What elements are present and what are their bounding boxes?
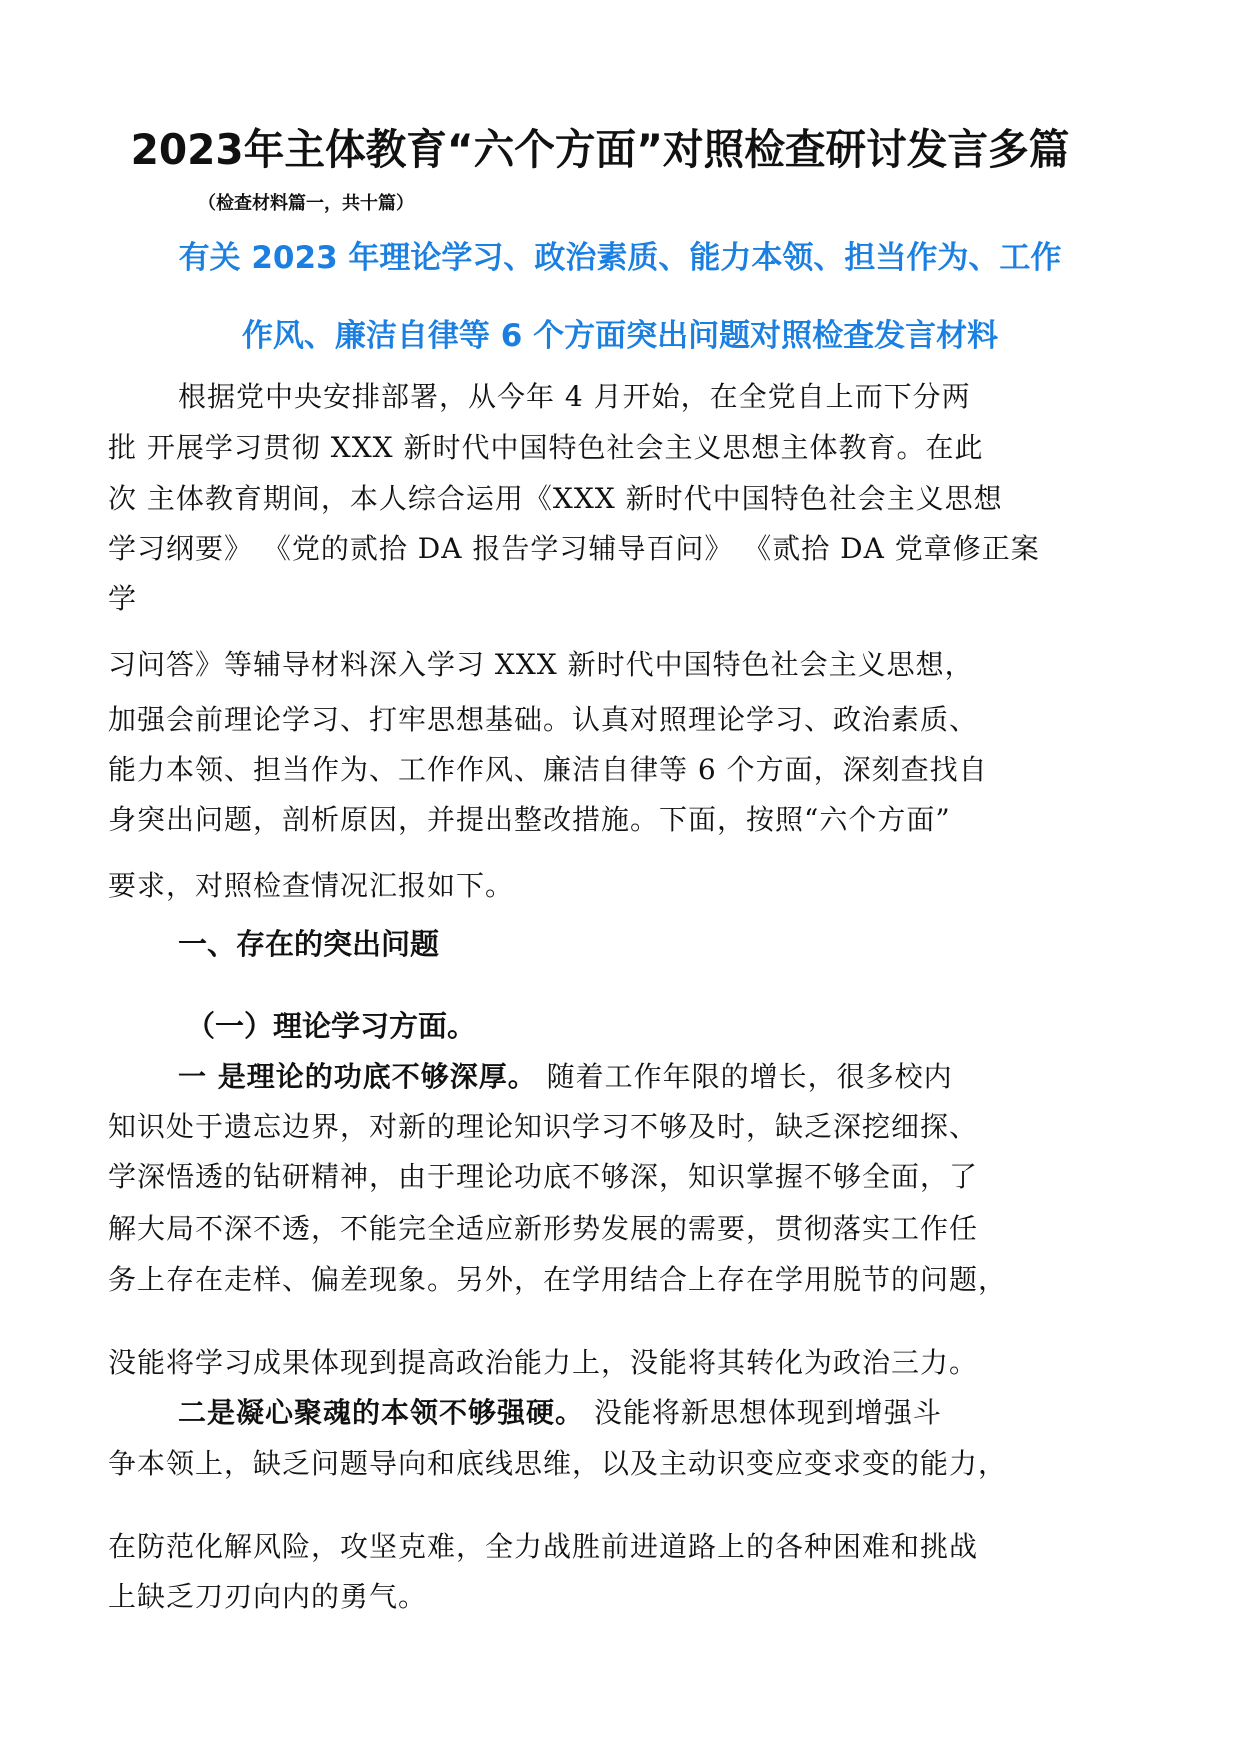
intro-line: 能力本领、担当作为、工作作风、廉洁自律等 6 个方面，深刻查找自	[108, 753, 988, 786]
point-one-line: 务上存在走样、偏差现象。另外，在学用结合上存在学用脱节的问题，	[108, 1263, 1008, 1296]
point-one-line: 知识处于遗忘边界，对新的理论知识学习不够及时，缺乏深挖细探、	[108, 1110, 979, 1143]
point-one-line: 解大局不深不透，不能完全适应新形势发展的需要，贯彻落实工作任	[108, 1212, 979, 1245]
point-two-line: 上缺乏刀刃向内的勇气。	[108, 1580, 428, 1613]
point-two-first-line	[178, 1393, 942, 1433]
subsection-heading: （一）理论学习方面。	[186, 1009, 477, 1043]
material-heading-line-1: 有关 2023 年理论学习、政治素质、能力本领、担当作为、工作	[178, 240, 1062, 276]
intro-line: 次 主体教育期间，本人综合运用《XXX 新时代中国特色社会主义思想	[108, 482, 1003, 515]
intro-line: 要求，对照检查情况汇报如下。	[108, 869, 515, 902]
material-heading-line-2: 作风、廉洁自律等 6 个方面突出问题对照检查发言材料	[241, 318, 999, 354]
point-two-line: 争本领上，缺乏问题导向和底线思维，以及主动识变应变求变的能力，	[108, 1447, 1008, 1480]
intro-line: 加强会前理论学习、打牢思想基础。认真对照理论学习、政治素质、	[108, 703, 979, 736]
point-one-line: 学深悟透的钻研精神，由于理论功底不够深，知识掌握不够全面，了	[108, 1160, 979, 1193]
intro-line: 根据党中央安排部署，从今年 4 月开始，在全党自上而下分两	[178, 380, 971, 413]
point-one-line: 没能将学习成果体现到提高政治能力上，没能将其转化为政治三力。	[108, 1346, 979, 1379]
intro-line: 学习纲要》 《党的贰拾 DA 报告学习辅导百问》 《贰拾 DA 党章修正案	[108, 532, 1040, 565]
document-subtitle: （检查材料篇一，共十篇）	[198, 193, 414, 214]
intro-line: 批 开展学习贯彻 XXX 新时代中国特色社会主义思想主体教育。在此	[108, 431, 984, 464]
document-title: 2023年主体教育“六个方面”对照检查研讨发言多篇	[130, 125, 1070, 174]
point-two-line: 在防范化解风险，攻坚克难，全力战胜前进道路上的各种困难和挑战	[108, 1530, 979, 1563]
point-two-title: 二是凝心聚魂的本领不够强硬。	[178, 1396, 585, 1429]
point-one-text: 随着工作年限的增长，很多校内	[536, 1060, 953, 1093]
point-one-title: 一 是理论的功底不够深厚。	[178, 1060, 537, 1093]
intro-line: 习问答》等辅导材料深入学习 XXX 新时代中国特色社会主义思想，	[108, 648, 974, 681]
intro-line: 学	[108, 582, 138, 615]
point-one-first-line	[178, 1057, 953, 1097]
point-two-text: 没能将新思想体现到增强斗	[584, 1396, 942, 1429]
intro-line: 身突出问题，剖析原因，并提出整改措施。下面，按照“六个方面”	[108, 803, 951, 836]
section-heading: 一、存在的突出问题	[178, 927, 440, 961]
